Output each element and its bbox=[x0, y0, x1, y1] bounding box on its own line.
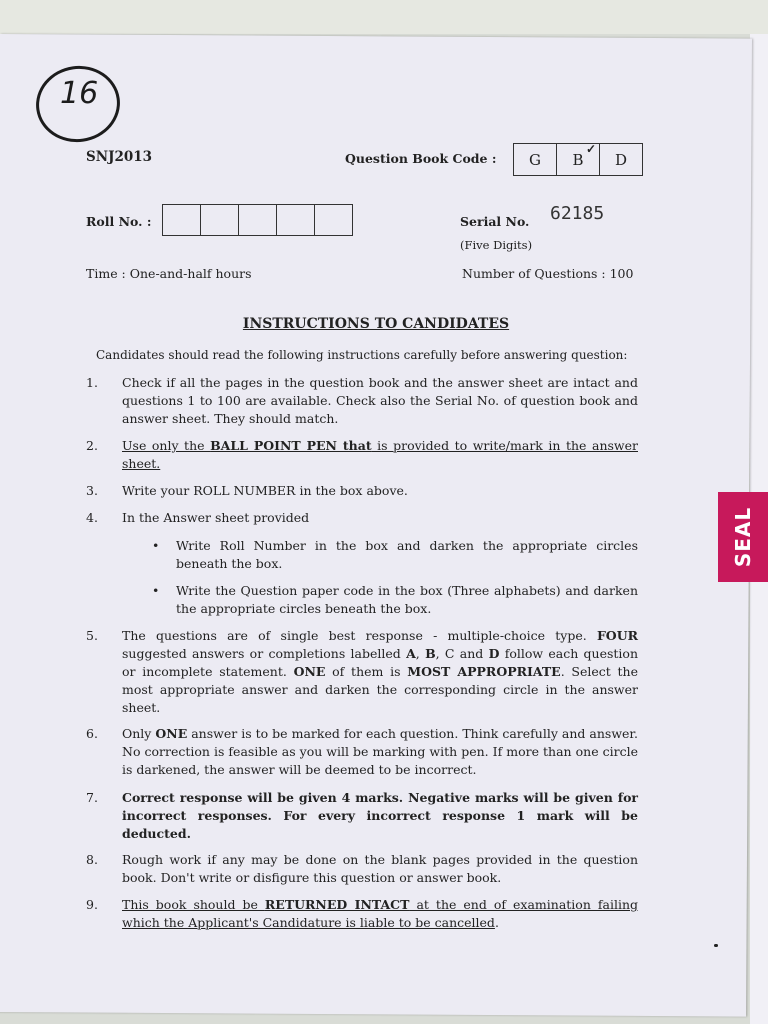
question-book-code-box bbox=[513, 143, 643, 176]
roll-number-label: Roll No. : bbox=[86, 214, 152, 229]
instruction-item: 3. Write your ROLL NUMBER in the box above. bbox=[86, 483, 408, 498]
question-book-code-label: Question Book Code : bbox=[345, 151, 497, 166]
ink-speck bbox=[714, 944, 718, 947]
serial-number-note: (Five Digits) bbox=[460, 238, 533, 252]
scan-top-band bbox=[0, 0, 768, 34]
check-mark-icon: ✓ bbox=[585, 142, 596, 156]
instruction-item: 1. Check if all the pages in the question book and the answer sheet are intact and questions 1 to 100 are available. Check also the Serial No. of question book and answer sheet. They should match. bbox=[86, 375, 638, 426]
roll-number-boxes[interactable] bbox=[162, 204, 353, 236]
bullet-item: • Write the Question paper code in the box (Three alphabets) and darken the appropriate circles beneath the box. bbox=[152, 583, 638, 616]
code-cell: G bbox=[514, 144, 557, 175]
roll-digit-box[interactable] bbox=[201, 205, 239, 235]
roll-digit-box[interactable] bbox=[163, 205, 201, 235]
booklet-code: SNJ2013 bbox=[86, 149, 153, 165]
instruction-item: 5. The questions are of single best response - multiple-choice type. FOUR suggested answers or completions labelled A, B, C and D follow each question or incomplete statement. ONE of them is MOST APPROPRIATE. Select the most appropriate answer and darken the corresponding circle in the answer sheet. bbox=[86, 628, 639, 715]
seal-sticker bbox=[718, 492, 768, 582]
roll-digit-box[interactable] bbox=[239, 205, 277, 235]
code-cell: B ✓ bbox=[557, 144, 600, 175]
instructions-heading: INSTRUCTIONS TO CANDIDATES bbox=[242, 316, 510, 332]
instruction-item: 7. Correct response will be given 4 marks. Negative marks will be given for incorrect responses. For every incorrect response 1 mark will be deducted. bbox=[86, 790, 638, 841]
instructions-intro: Candidates should read the following instructions carefully before answering question: bbox=[96, 348, 628, 362]
instruction-item: 6. Only ONE answer is to be marked for each question. Think carefully and answer. No correction is feasible as you will be marking with pen. If more than one circle is darkened, the answer will be deemed to be incorrect. bbox=[86, 726, 638, 777]
handwritten-number: 16 bbox=[60, 76, 99, 111]
instruction-item: 8. Rough work if any may be done on the blank pages provided in the question book. Don't write or disfigure this question or answer book. bbox=[86, 852, 638, 885]
roll-digit-box[interactable] bbox=[315, 205, 352, 235]
roll-digit-box[interactable] bbox=[277, 205, 315, 235]
seal-label: SEAL bbox=[731, 506, 756, 568]
instruction-item: 9. This book should be RETURNED INTACT at the end of examination failing which the Applicant's Candidature is liable to be cancelled. bbox=[86, 897, 638, 930]
instruction-item: 4. In the Answer sheet provided bbox=[86, 510, 310, 525]
number-of-questions: Number of Questions : 100 bbox=[462, 266, 634, 281]
code-cell: D bbox=[614, 150, 628, 169]
bullet-item: • Write Roll Number in the box and darken the appropriate circles beneath the box. bbox=[152, 538, 638, 571]
instruction-item: 2. Use only the BALL POINT PEN that is provided to write/mark in the answer sheet. bbox=[86, 438, 638, 471]
serial-number-label: Serial No. bbox=[460, 214, 530, 229]
serial-number-value: 62185 bbox=[550, 203, 605, 224]
exam-time: Time : One-and-half hours bbox=[86, 266, 252, 281]
